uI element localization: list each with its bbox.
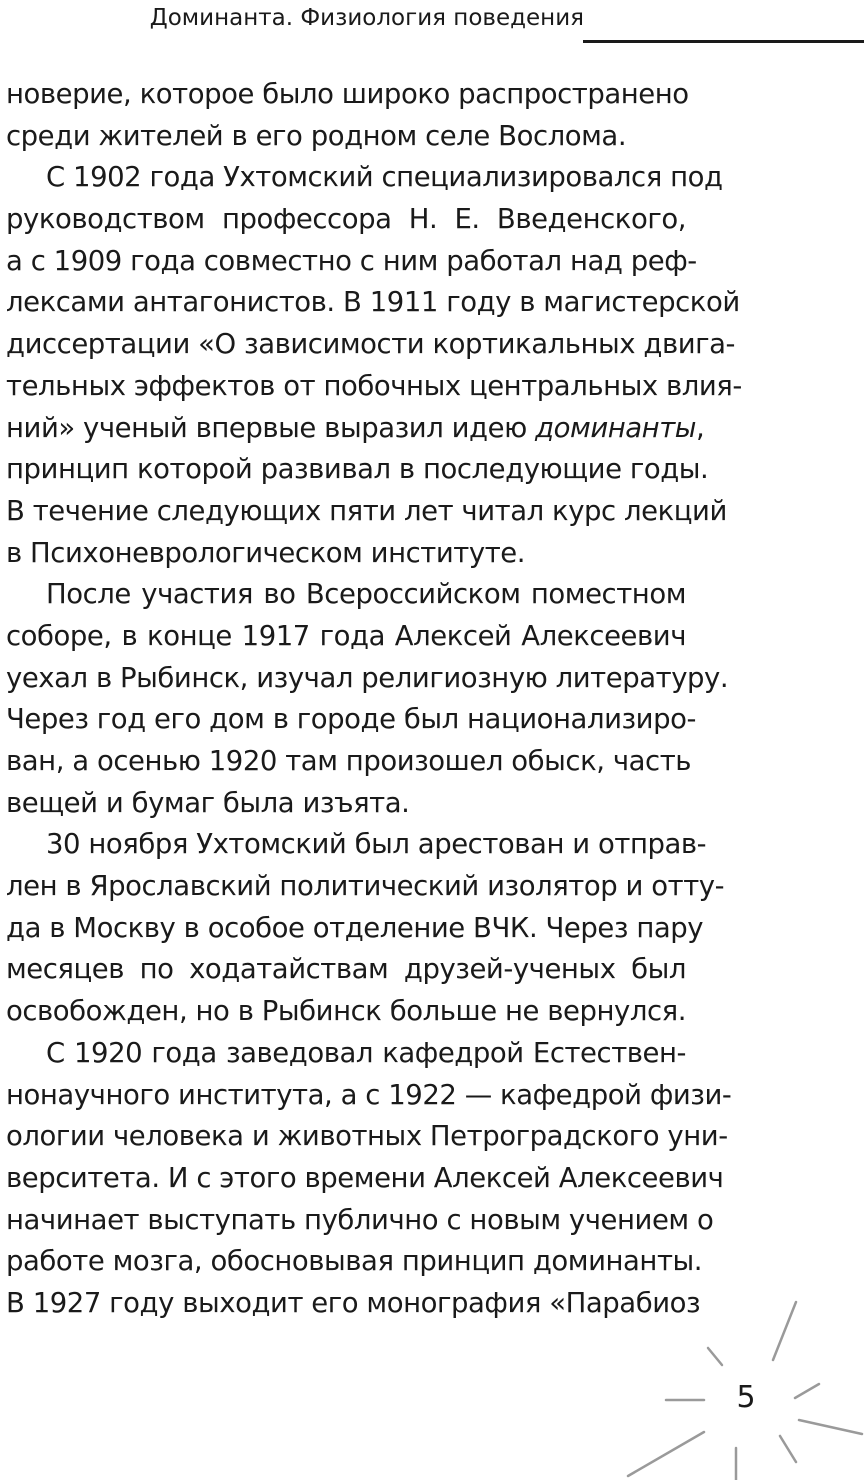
text-line: а с 1909 года совместно с ним работал над реф-: [6, 244, 697, 277]
header-rule: [583, 40, 864, 43]
term-dominanta: доминанты: [535, 411, 697, 444]
text-fragment: ,: [696, 411, 705, 444]
text-line: лен в Ярославский политический изолятор и отту-: [6, 870, 725, 903]
text-line: 30 ноября Ухтомский был арестован и отправ-: [46, 828, 707, 861]
page-number: 5: [736, 1380, 756, 1415]
text-line: работе мозга, обосновывая принцип доминанты.: [6, 1245, 703, 1278]
ray-line: [773, 1302, 796, 1360]
text-line: руководством профессора Н. Е. Введенского,: [6, 203, 686, 236]
ray-line: [780, 1436, 796, 1462]
text-line: освобожден, но в Рыбинск больше не вернулся.: [6, 995, 687, 1028]
text-line: В течение следующих пяти лет читал курс лекций: [6, 494, 727, 527]
body-text: [6, 74, 742, 1325]
text-line: тельных эффектов от побочных центральных влия-: [6, 369, 742, 402]
ray-line: [708, 1348, 722, 1365]
text-line: ван, а осенью 1920 там произошел обыск, часть: [6, 745, 692, 777]
text-line: новерие, которое было широко распространено: [6, 78, 689, 110]
text-line: нонаучного института, а с 1922 — кафедрой физи-: [6, 1078, 732, 1111]
text-line: лексами антагонистов. В 1911 году в магистерской: [6, 286, 740, 319]
text-line: вещей и бумаг была изъята.: [6, 786, 410, 819]
ray-line: [799, 1420, 862, 1434]
text-line: месяцев по ходатайствам друзей-ученых был: [6, 953, 686, 986]
ray-line: [795, 1384, 819, 1398]
text-line: С 1920 года заведовал кафедрой Естествен-: [46, 1036, 686, 1069]
text-line: уехал в Рыбинск, изучал религиозную литературу.: [6, 661, 729, 694]
text-line: среди жителей в его родном селе Вослома.: [6, 119, 627, 152]
text-fragment: ний» ученый впервые выразил идею: [6, 411, 536, 444]
text-line: С 1902 года Ухтомский специализировался под: [46, 161, 723, 194]
ray-line: [628, 1432, 704, 1476]
text-line-with-term: [6, 408, 705, 450]
text-line: верситета. И с этого времени Алексей Алексеевич: [6, 1161, 724, 1194]
header-title: Доминанта. Физиология поведения: [149, 5, 584, 31]
text-line: Через год его дом в городе был национализиро-: [6, 703, 696, 736]
text-line: да в Москву в особое отделение ВЧК. Через пару: [6, 911, 704, 944]
text-line: В 1927 году выходит его монография «Парабиоз: [6, 1286, 701, 1319]
text-line: диссертации «О зависимости кортикальных двига-: [6, 328, 736, 361]
text-line: соборе, в конце 1917 года Алексей Алексеевич: [6, 619, 686, 652]
text-line: ологии человека и животных Петроградского уни-: [6, 1120, 728, 1153]
text-line: начинает выступать публично с новым учением о: [6, 1203, 714, 1236]
text-line: После участия во Всероссийском поместном: [46, 578, 686, 611]
text-line: в Психоневрологическом институте.: [6, 536, 526, 569]
text-line: принцип которой развивал в последующие годы.: [6, 453, 709, 486]
